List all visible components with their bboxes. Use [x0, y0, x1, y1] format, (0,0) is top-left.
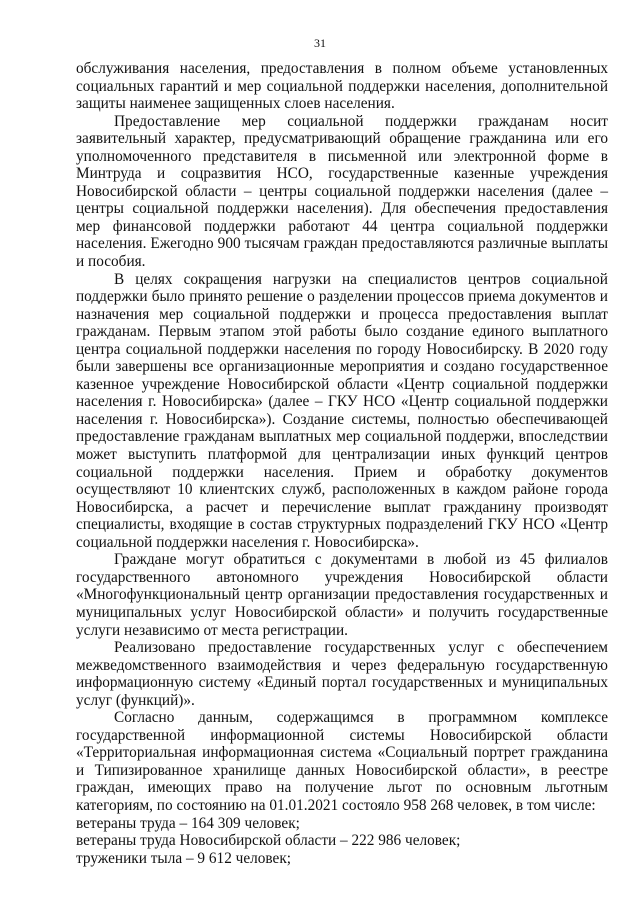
list-item: ветераны труда Новосибирской области – 222 986 человек; — [76, 832, 461, 850]
list-item: труженики тыла – 9 612 человек; — [76, 849, 292, 867]
list-item: ветераны труда – 164 309 человек; — [76, 814, 300, 832]
paragraph: В целях сокращения нагрузки на специалистов центров социальной поддержки было принято решение о разделении процессов приема документов и назначения мер социальной поддержки и процесса предоставления выплат гражданам. Первым этапом этой работы было создание единого выплатного центра социальной поддержки населения по городу Новосибирску. В 2020 году были завершены все организационные мероприятия и создано государственное казенное учреждение Новосибирской области «Центр социальной поддержки населения г. Новосибирска» (далее – ГКУ НСО «Центр социальной поддержки населения г. Новосибирска»). Создание системы, полностью обеспечивающей предоставление гражданам выплатных мер социальной поддержи, впоследствии может выступить платформой для централизации иных функций центров социальной поддержки населения. Прием и обработку документов осуществляют 10 клиентских служб, расположенных в каждом районе города Новосибирска, а расчет и перечисление выплат гражданину производят специалисты, входящие в состав структурных подразделений ГКУ НСО «Центр социальной поддержки населения г. Новосибирска». — [76, 270, 608, 551]
paragraph: Согласно данным, содержащимся в программном комплексе государственной информационной системы Новосибирской области «Территориальная информационная система «Социальный портрет гражданина и Типизированное хранилище данных Новосибирской области», в реестре граждан, имеющих право на получение льгот по основным льготным категориям, по состоянию на 01.01.2021 состояло 958 268 человек, в том числе: — [76, 709, 608, 814]
page-number: 31 — [314, 36, 326, 50]
paragraph: Реализовано предоставление государственных услуг с обеспечением межведомственного взаимодействия и через федеральную государственную информационную систему «Единый портал государственных и муниципальных услуг (функций)». — [76, 639, 608, 709]
paragraph: Предоставление мер социальной поддержки гражданам носит заявительный характер, предусматривающий обращение гражданина или его уполномоченного представителя в письменной или электронной форме в Минтруда и соцразвития НСО, государственные казенные учреждения Новосибирской области – центры социальной поддержки населения (далее – центры социальной поддержки населения). Для обеспечения предоставления мер финансовой поддержки работают 44 центра социальной поддержки населения. Ежегодно 900 тысячам граждан предоставляются различные выплаты и пособия. — [76, 112, 608, 271]
paragraph: Граждане могут обратиться с документами в любой из 45 филиалов государственного автономного учреждения Новосибирской области «Многофункциональный центр организации предоставления государственных и муниципальных услуг Новосибирской области» и получить государственные услуги независимо от места регистрации. — [76, 551, 608, 639]
paragraph: обслуживания населения, предоставления в полном объеме установленных социальных гарантий и мер социальной поддержки населения, дополнительной защиты наименее защищенных слоев населения. — [76, 60, 608, 113]
document-body — [76, 60, 608, 867]
